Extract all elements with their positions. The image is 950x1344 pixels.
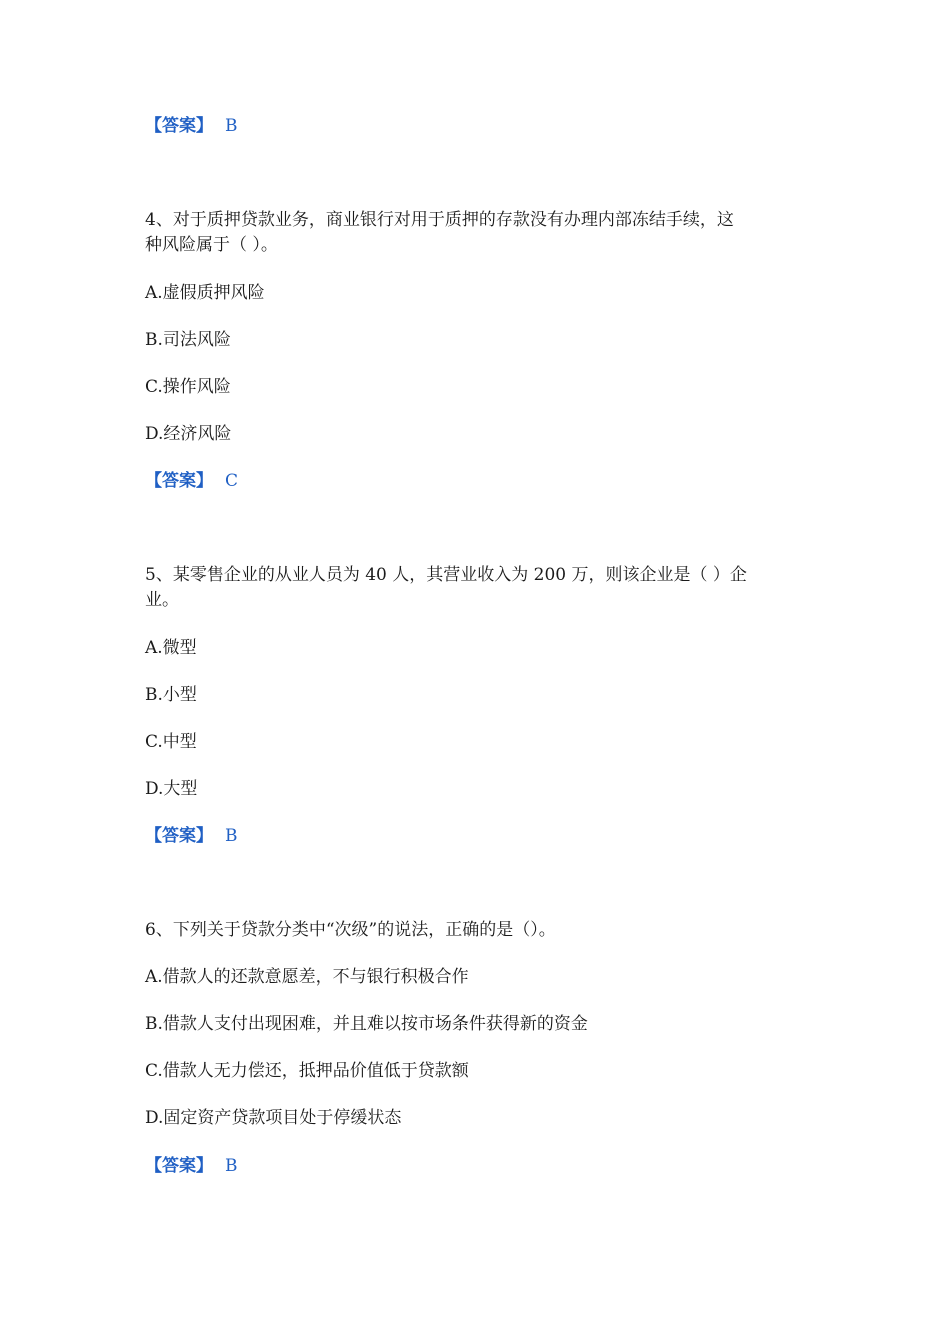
question-6-stem-line1: 6、下列关于贷款分类中“次级”的说法，正确的是（）。	[145, 920, 556, 940]
answer-row-q6	[145, 1154, 238, 1178]
answer-value: C	[225, 471, 239, 491]
question-4-option-c: C.操作风险	[145, 377, 231, 397]
answer-label: 【答案】	[145, 471, 213, 491]
question-5-option-d: D.大型	[145, 779, 198, 799]
question-4-stem-line2: 种风险属于（ ）。	[145, 235, 278, 255]
question-5-option-b: B.小型	[145, 685, 197, 705]
question-5-stem-line2: 业。	[145, 590, 179, 610]
answer-row-q3	[145, 114, 238, 138]
question-5-stem-line1: 5、某零售企业的从业人员为 40 人，其营业收入为 200 万，则该企业是（ ）企	[145, 565, 747, 585]
question-4-option-d: D.经济风险	[145, 424, 232, 444]
question-6-option-c: C.借款人无力偿还，抵押品价值低于贷款额	[145, 1061, 469, 1081]
question-5-option-a: A.微型	[145, 638, 197, 658]
question-6-option-d: D.固定资产贷款项目处于停缓状态	[145, 1108, 402, 1128]
answer-label: 【答案】	[145, 116, 213, 136]
question-6-option-b: B.借款人支付出现困难，并且难以按市场条件获得新的资金	[145, 1014, 588, 1034]
question-6-option-a: A.借款人的还款意愿差，不与银行积极合作	[145, 967, 469, 987]
answer-value: B	[225, 1156, 238, 1176]
answer-value: B	[225, 116, 238, 136]
question-4-option-a: A.虚假质押风险	[145, 283, 265, 303]
question-4-option-b: B.司法风险	[145, 330, 231, 350]
answer-row-q5	[145, 824, 238, 848]
question-4-stem-line1: 4、对于质押贷款业务，商业银行对用于质押的存款没有办理内部冻结手续，这	[145, 210, 734, 230]
answer-label: 【答案】	[145, 1156, 213, 1176]
answer-row-q4	[145, 469, 238, 493]
question-5-option-c: C.中型	[145, 732, 197, 752]
answer-value: B	[225, 826, 238, 846]
answer-label: 【答案】	[145, 826, 213, 846]
